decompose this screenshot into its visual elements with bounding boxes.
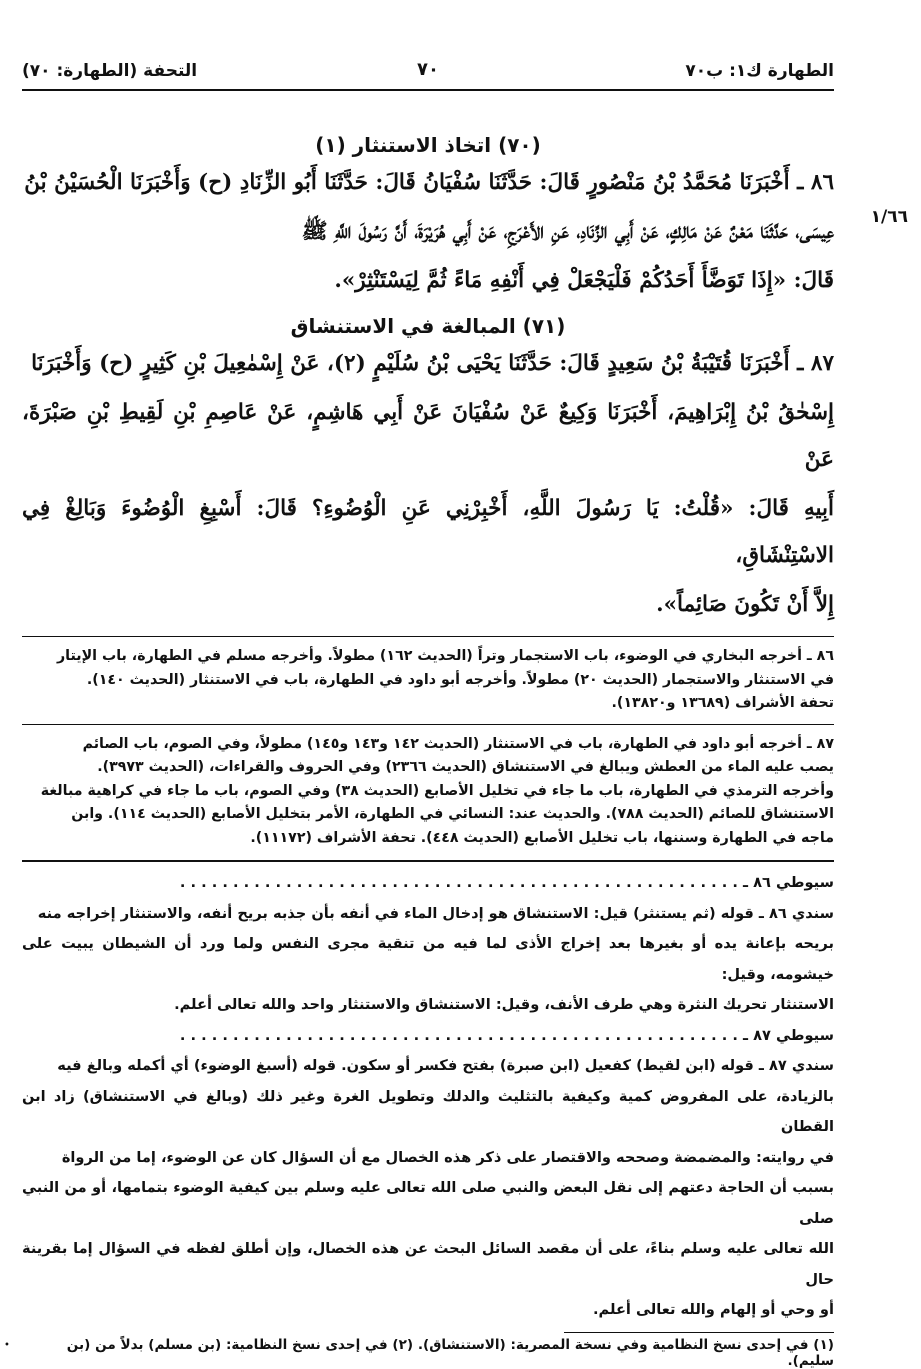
sindi-87-line-1: سندي ٨٧ ـ قوله (ابن لقيط) كفعيل (ابن صبرة) بفتح فكسر أو سكون. قوله (أسبغ الوضوء) أي أكمله وبالغ فيه	[57, 1057, 834, 1074]
chapter-70-title: (٧٠) اتخاذ الاستنثار (١)	[315, 133, 541, 157]
hadith-86-line-1: ٨٦ ـ أَخْبَرَنَا مُحَمَّدُ بْنُ مَنْصُورٍ قَالَ: حَدَّثَنَا سُفْيَانُ قَالَ: حَدَّثَنَا أَبُو الزِّنَادِ (ح) وَأَخْبَرَنَا الْحُسَيْنُ بْنُ	[24, 170, 834, 195]
takhrij-87	[22, 733, 834, 851]
takhrij-86	[22, 645, 834, 716]
takhrij-87-line-1: ٨٧ ـ أخرجه أبو داود في الطهارة، باب في الاستنثار (الحديث ١٤٢ و١٤٣ و١٤٥) مطولاً، وفي الصوم، باب الصائم	[82, 735, 834, 752]
hadith-87	[22, 340, 834, 628]
commentary	[22, 868, 834, 1326]
divider	[22, 636, 834, 637]
header-tuhfa-ref: التحفة (الطهارة: ٧٠)	[22, 61, 198, 81]
commentary-divider	[22, 860, 834, 862]
sindi-87-line-4: بسبب أن الحاجة دعتهم إلى نقل البعض والنبي صلى الله تعالى عليه وسلم بين كيفية الوضوء بتمامها، أو من النبي صلى	[22, 1179, 834, 1227]
margin-reference: ١/٦٦	[870, 207, 908, 227]
hadith-87-line-1: ٨٧ ـ أَخْبَرَنَا قُتَيْبَةُ بْنُ سَعِيدٍ قَالَ: حَدَّثَنَا يَحْيَى بْنُ سُلَيْمٍ (٢)، عَنْ إِسْمٰعِيلَ بْنِ كَثِيرٍ (ح) وَأَخْبَرَنَا	[31, 351, 834, 376]
takhrij-87-line-5: ماجه في الطهارة وسننها، باب تخليل الأصابع (الحديث ٤٤٨). تحفة الأشراف (١١١٧٢).	[250, 829, 834, 846]
takhrij-86-line-1: ٨٦ ـ أخرجه البخاري في الوضوء، باب الاستجمار وتراً (الحديث ١٦٢) مطولاً. وأخرجه مسلم في الطهارة، باب الإيتار	[56, 648, 834, 664]
sindi-87-line-6: أو وحي أو إلهام والله تعالى أعلم.	[593, 1301, 834, 1318]
sindi-86-line-2: بريحه بإعانة يده أو بغيرها بعد إخراج الأذى لما فيه من تنقية مجرى النفس ولما ورد أن الشيطان يبيت على خيشومه، وقيل:	[22, 935, 834, 983]
footnotes: (١) في إحدى نسخ النظامية وفي نسخة المصرية: (الاستنشاق). (٢) في إحدى نسخ النظامية: (بن مسلم) بدلاً من (بن سليم).	[66, 1336, 834, 1369]
suyuti-86: سيوطي ٨٦ ـ . . . . . . . . . . . . . . . . . . . . . . . . . . . . . . . . . . . . . . . . . . . . . . . . . . . . .	[179, 874, 834, 891]
takhrij-87-line-2: يصب عليه الماء من العطش ويبالغ في الاستنشاق (الحديث ٢٣٦٦) وفي الحروف والقراءات، (الحديث ٣٩٧٣).	[97, 759, 834, 775]
hadith-87-line-2: إِسْحٰقُ بْنُ إِبْرَاهِيمَ، أَخْبَرَنَا وَكِيعٌ عَنْ سُفْيَانَ عَنْ أَبِي هَاشِمٍ، عَنْ عَاصِمِ بْنِ لَقِيطِ بْنِ صَبْرَةَ، عَنْ	[22, 400, 834, 472]
suyuti-87: سيوطي ٨٧ ـ . . . . . . . . . . . . . . . . . . . . . . . . . . . . . . . . . . . . . . . . . . . . . . . . . . . . .	[179, 1026, 834, 1044]
hadith-87-line-4: إِلاَّ أَنْ تَكُونَ صَائِماً».	[656, 592, 834, 617]
header-book-chapter: الطهارة ك١: ب٧٠	[685, 61, 834, 81]
sindi-87-line-2: بالزيادة، على المفروض كمية وكيفية بالتثليث والدلك وتطويل الغرة وغير ذلك (وبالغ في الاستنشاق) زاد ابن القطان	[22, 1087, 834, 1135]
sindi-87-line-5: الله تعالى عليه وسلم بناءً، على أن مقصد السائل البحث عن هذه الخصال، وإن أطلق لفظه في السؤال إما بقرينة حال	[22, 1240, 834, 1288]
sindi-86-line-3: الاستنثار تحريك النثرة وهي طرف الأنف، وقيل: الاستنشاق والاستنثار واحد والله تعالى أعلم.	[174, 996, 834, 1013]
takhrij-86-line-3: تحفة الأشراف (١٣٦٨٩ و١٣٨٢٠).	[611, 695, 834, 711]
hadith-86-line-3: قَالَ: «إِذَا تَوَضَّأَ أَحَدُكُمْ فَلْيَجْعَلْ فِي أَنْفِهِ مَاءً ثُمَّ لِيَسْتَنْثِرْ».	[334, 268, 834, 293]
sindi-87-line-3: في روايته: والمضمضة وصححه والاقتصار على ذكر هذه الخصال مع أن السؤال كان عن الوضوء، إما من الرواة	[61, 1148, 834, 1166]
footnote-divider	[564, 1332, 834, 1333]
book-page	[22, 55, 908, 1369]
takhrij-87-line-4: الاستنشاق للصائم (الحديث ٧٨٨). والحديث عند: النسائي في الطهارة، الأمر بتخليل الأصابع (الحديث ١١٤). وابن	[71, 806, 834, 822]
hadith-87-line-3: أَبِيهِ قَالَ: «قُلْتُ: يَا رَسُولَ اللَّهِ، أَخْبِرْنِي عَنِ الْوُضُوءِ؟ قَالَ: أَسْبِغِ الْوُضُوءَ وَبَالِغْ فِي الاسْتِنْشَاقِ،	[22, 496, 834, 568]
takhrij-87-line-3: وأخرجه الترمذي في الطهارة، باب ما جاء في تخليل الأصابع (الحديث ٣٨) وفي الصوم، باب ما جاء في كراهية مبالغة	[40, 782, 834, 799]
page-number: ٧٠	[417, 59, 439, 80]
takhrij-86-line-2: في الاستنثار والاستجمار (الحديث ٢٠) مطولاً. وأخرجه أبو داود في الطهارة، باب في الاستنثار (الحديث ١٤٠).	[86, 671, 834, 688]
hadith-86	[22, 159, 908, 304]
page-header	[22, 55, 834, 91]
hadith-86-line-2: عِيسَى، حَدَّثَنَا مَعْنٌ عَنْ مَالِكٍ، عَنْ أَبِي الزِّنَادِ، عَنِ الأَعْرَجِ، عَنْ أَبِي هُرَيْرَةَ، أَنَّ رَسُولَ اللَّهِ ﷺ	[301, 219, 834, 244]
divider	[22, 724, 834, 725]
chapter-71-title: (٧١) المبالغة في الاستنشاق	[290, 314, 566, 338]
sindi-86-line-1: سندي ٨٦ ـ قوله (ثم يستنثر) قيل: الاستنشاق هو إدخال الماء في أنفه بأن جذبه بريح أنفه، والاستنثار إخراجه منه	[37, 904, 834, 922]
scan-speck: •	[4, 1340, 10, 1351]
